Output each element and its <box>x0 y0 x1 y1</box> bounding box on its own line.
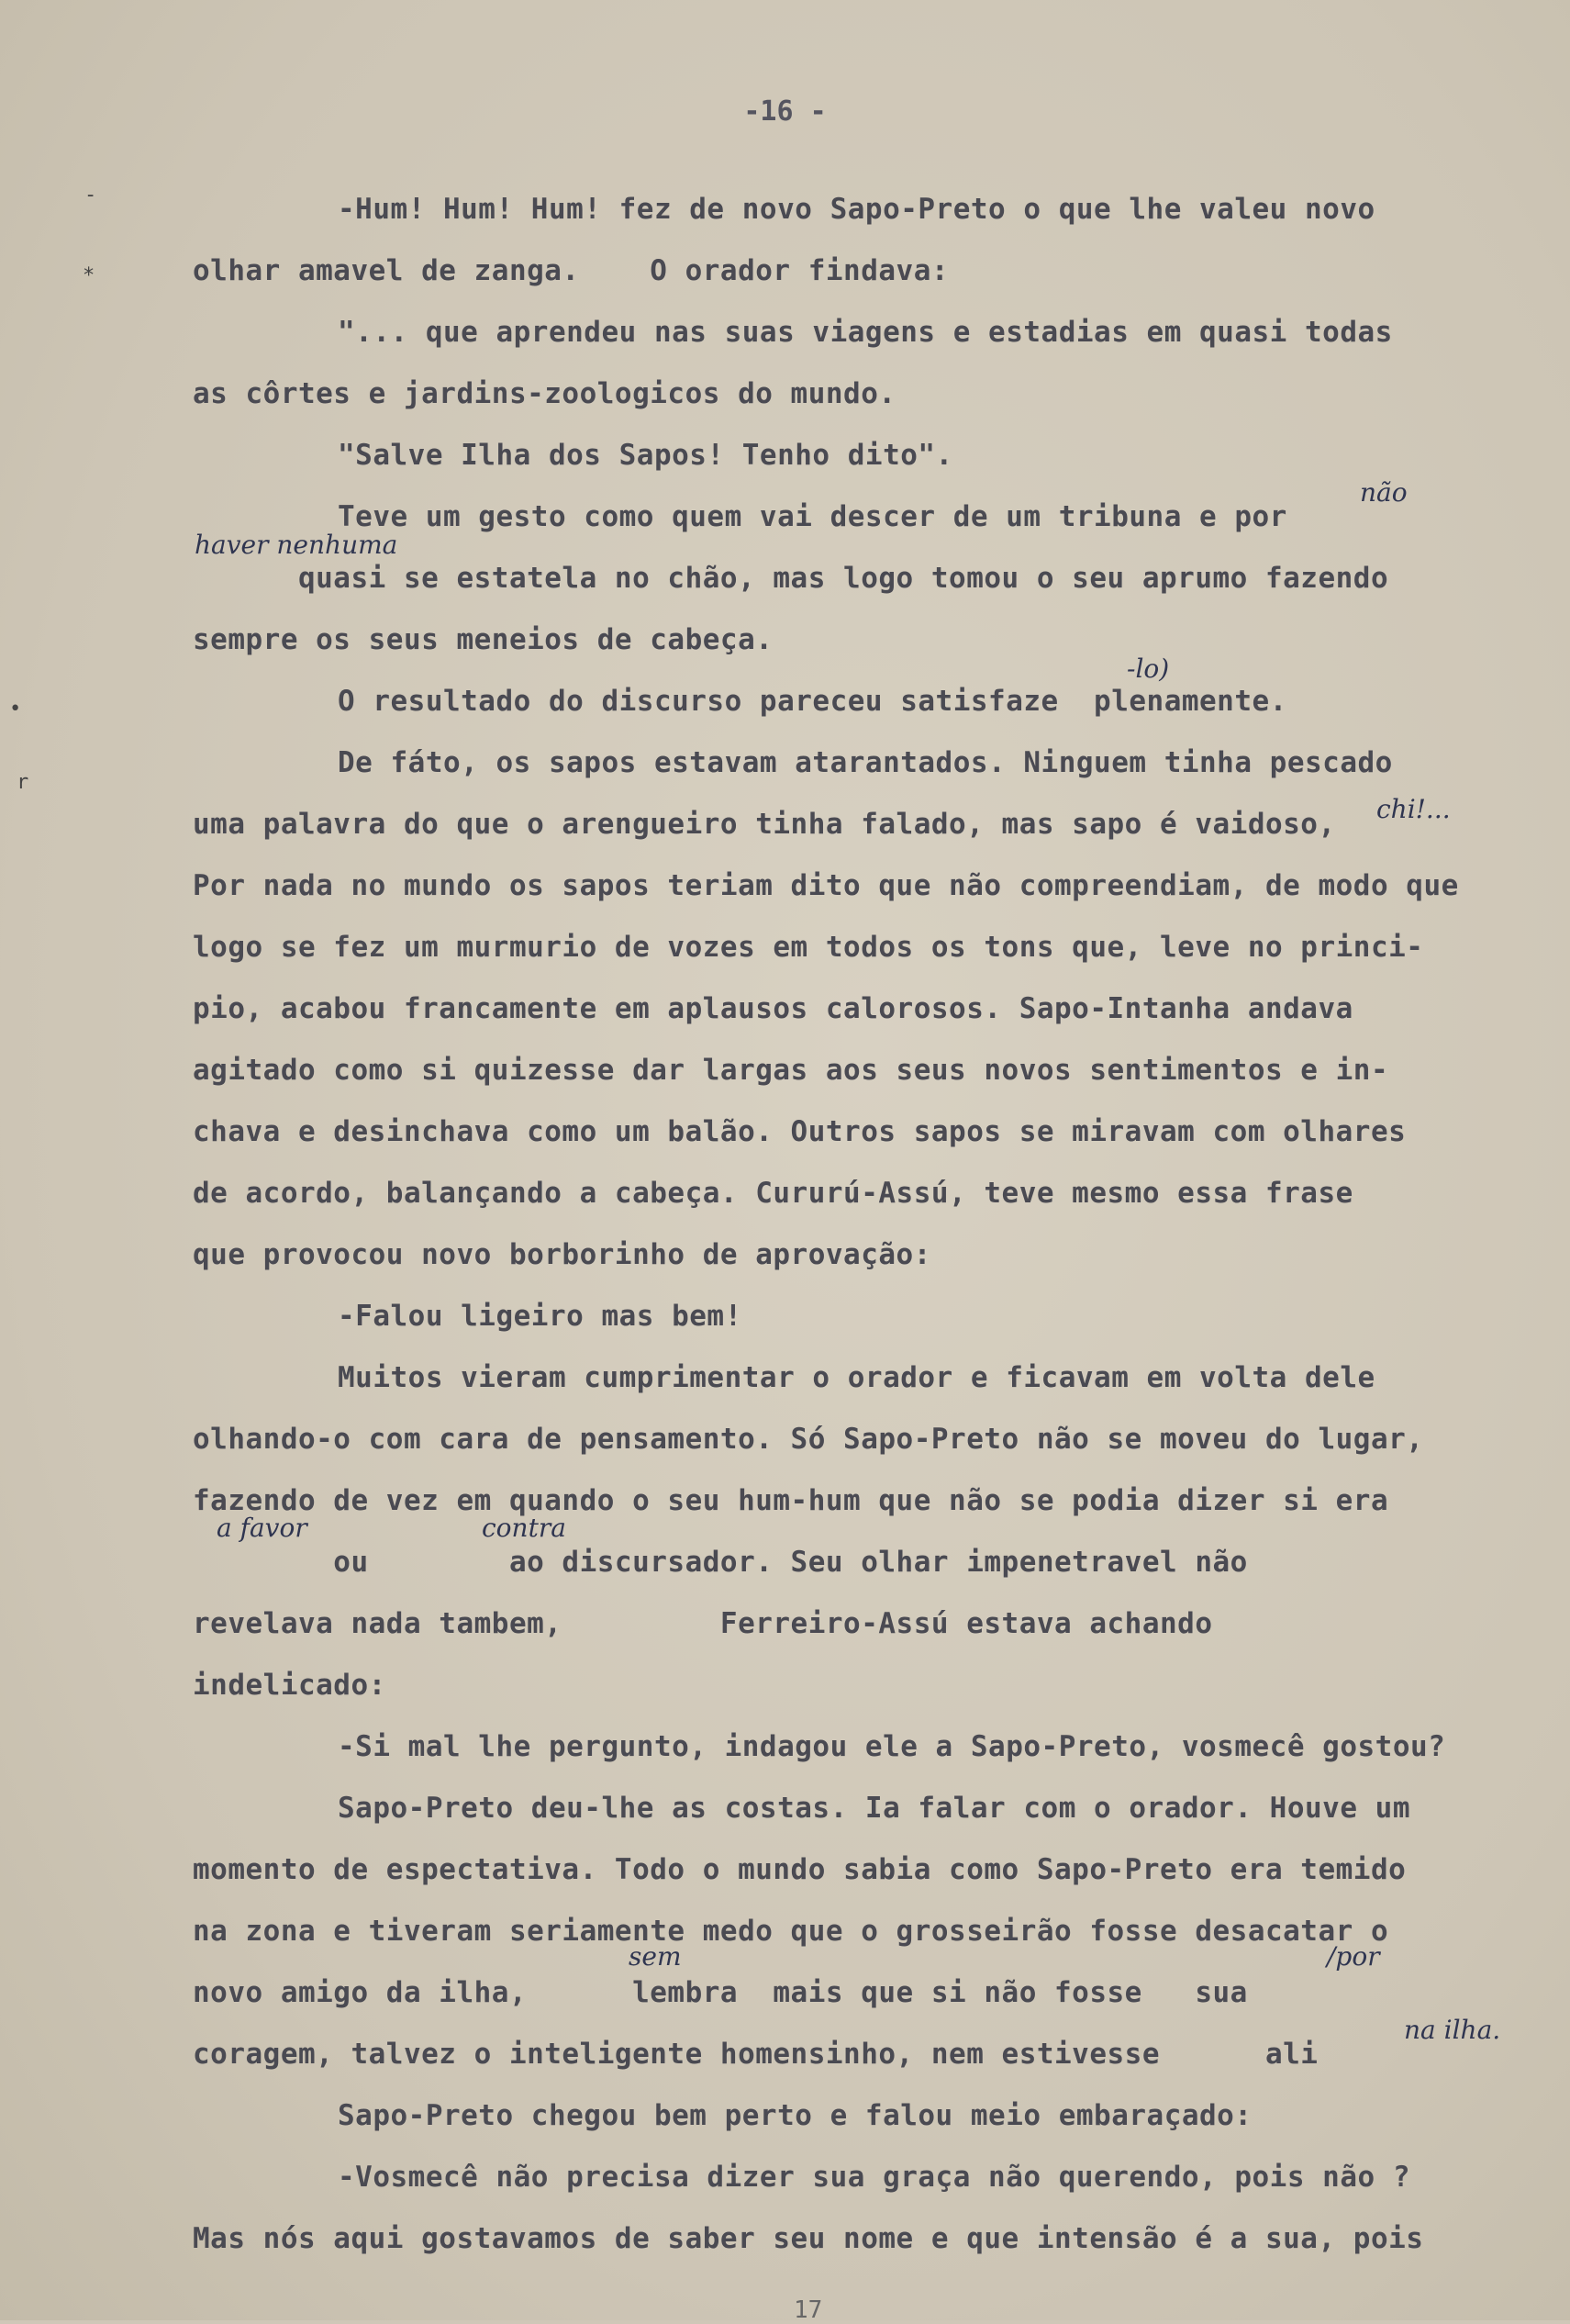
text-line: Mas nós aqui gostavamos de saber seu nome e que intensão é a sua, pois <box>193 2222 1424 2255</box>
text-line: Muitos vieram cumprimentar o orador e ficavam em volta dele <box>338 1361 1375 1394</box>
handwritten-annotation: sem <box>629 1941 682 1972</box>
margin-mark: r <box>17 771 29 794</box>
text-line: novo amigo da ilha, lembra mais que si não fosse sua <box>193 1976 1248 2009</box>
text-line: as côrtes e jardins-zoologicos do mundo. <box>193 377 896 410</box>
page-bottom-fragment: 17 <box>794 2296 823 2324</box>
margin-mark: • <box>9 698 22 721</box>
handwritten-annotation: -lo) <box>1127 654 1170 684</box>
text-line: pio, acabou francamente em aplausos calorosos. Sapo-Intanha andava <box>193 992 1353 1025</box>
text-line: coragem, talvez o inteligente homensinho, nem estivesse ali <box>193 2038 1319 2071</box>
text-line: olhar amavel de zanga. O orador findava: <box>193 254 950 287</box>
text-line: uma palavra do que o arengueiro tinha falado, mas sapo é vaidoso, <box>193 808 1336 841</box>
text-line: na zona e tiveram seriamente medo que o grosseirão fosse desacatar o <box>193 1915 1389 1948</box>
text-line: O resultado do discurso pareceu satisfaze plenamente. <box>338 685 1287 718</box>
text-line: "... que aprendeu nas suas viagens e estadias em quasi todas <box>338 316 1393 349</box>
handwritten-annotation: chi!... <box>1376 794 1451 824</box>
text-line: -Falou ligeiro mas bem! <box>338 1300 742 1333</box>
text-line: chava e desinchava como um balão. Outros sapos se miravam com olhares <box>193 1115 1407 1148</box>
text-line: olhando-o com cara de pensamento. Só Sapo-Preto não se moveu do lugar, <box>193 1423 1424 1456</box>
text-line: -Hum! Hum! Hum! fez de novo Sapo-Preto o que lhe valeu novo <box>338 193 1375 226</box>
text-line: De fáto, os sapos estavam atarantados. Ninguem tinha pescado <box>338 746 1393 779</box>
text-line: momento de espectativa. Todo o mundo sabia como Sapo-Preto era temido <box>193 1853 1407 1886</box>
text-line: ou ao discursador. Seu olhar impenetravel não <box>193 1546 1248 1579</box>
handwritten-annotation: contra <box>482 1513 566 1543</box>
handwritten-annotation: a favor <box>217 1513 307 1543</box>
text-line: Sapo-Preto chegou bem perto e falou meio embaraçado: <box>338 2099 1253 2132</box>
margin-mark: - <box>84 184 97 207</box>
text-line: Sapo-Preto deu-lhe as costas. Ia falar com o orador. Houve um <box>338 1792 1410 1825</box>
handwritten-annotation: haver nenhuma <box>195 530 398 560</box>
text-line: -Vosmecê não precisa dizer sua graça não querendo, pois não ? <box>338 2161 1410 2194</box>
text-line: "Salve Ilha dos Sapos! Tenho dito". <box>338 439 953 472</box>
text-line: revelava nada tambem, Ferreiro-Assú estava achando <box>193 1607 1213 1640</box>
text-line: agitado como si quizesse dar largas aos seus novos sentimentos e in- <box>193 1054 1389 1087</box>
text-line: -Si mal lhe pergunto, indagou ele a Sapo-Preto, vosmecê gostou? <box>338 1730 1446 1763</box>
text-line: Teve um gesto como quem vai descer de um tribuna e por <box>338 500 1287 533</box>
text-line: sempre os seus meneios de cabeça. <box>193 623 774 656</box>
text-line: indelicado: <box>193 1669 386 1702</box>
text-line: de acordo, balançando a cabeça. Cururú-Assú, teve mesmo essa frase <box>193 1177 1353 1210</box>
margin-mark: * <box>83 264 95 287</box>
text-line: que provocou novo borborinho de aprovação: <box>193 1238 931 1271</box>
typewritten-body <box>193 179 1514 2270</box>
handwritten-annotation: não <box>1360 477 1408 508</box>
text-line: fazendo de vez em quando o seu hum-hum que não se podia dizer si era <box>193 1484 1389 1517</box>
handwritten-annotation: na ilha. <box>1404 2015 1501 2045</box>
handwritten-annotation: /por <box>1327 1941 1380 1972</box>
text-line: Por nada no mundo os sapos teriam dito que não compreendiam, de modo que <box>193 869 1459 902</box>
page-number: -16 - <box>743 95 827 128</box>
text-line: quasi se estatela no chão, mas logo tomou o seu aprumo fazendo <box>193 562 1389 595</box>
text-line: logo se fez um murmurio de vozes em todos os tons que, leve no princi- <box>193 931 1424 964</box>
